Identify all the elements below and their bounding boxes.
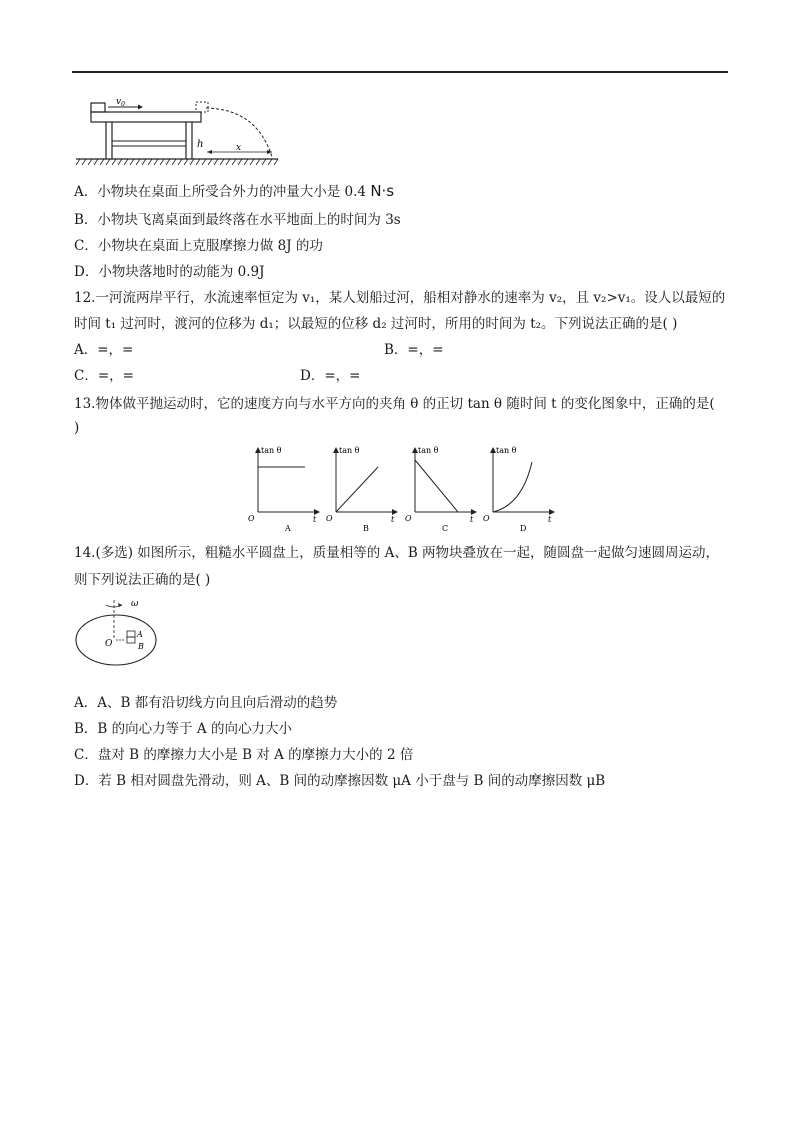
option-label: D． [74, 773, 99, 789]
graph-d [483, 446, 554, 533]
q11-table-figure [72, 95, 292, 170]
q11-option-a [74, 182, 394, 201]
option-text: 盘对 B 的摩擦力大小是 B 对 A 的摩擦力大小的 2 倍 [97, 747, 414, 763]
q11-option-b [74, 211, 401, 229]
option-label: B． [384, 342, 408, 358]
curve-exponential [493, 462, 532, 512]
dashed-block [196, 102, 208, 112]
q14-option-b [74, 720, 292, 738]
y-axis-label: tan θ [261, 446, 282, 455]
origin-label: O [483, 514, 490, 523]
graph-label: B [363, 524, 369, 533]
option-text: =，= [324, 368, 361, 384]
option-text: =，= [97, 368, 134, 384]
q14-option-c [74, 746, 413, 764]
y-axis-label: tan θ [418, 446, 439, 455]
q13-stem-line2: ) [74, 420, 80, 436]
option-label: C． [74, 238, 98, 254]
option-text: 小物块在桌面上克服摩擦力做 8J 的功 [97, 238, 323, 254]
q11-option-d [74, 263, 265, 281]
x-label: x [236, 143, 242, 153]
center-label: O [105, 639, 113, 649]
origin-label: O [405, 514, 412, 523]
q12-option-d [300, 367, 360, 385]
h-label: h [197, 139, 204, 150]
q12-option-c [74, 367, 134, 385]
option-text: 小物块在桌面上所受合外力的冲量大小是 0.4 [97, 184, 371, 200]
q14-stem-line2: 则下列说法正确的是( ) [74, 572, 211, 588]
q11-option-c [74, 237, 323, 255]
option-label: D． [300, 368, 325, 384]
graph-b [326, 446, 397, 533]
q12-option-b [384, 341, 444, 359]
option-label: C． [74, 368, 98, 384]
q12-option-a [74, 341, 133, 359]
block-b-label: B [138, 642, 144, 651]
graph-label: D [520, 524, 527, 533]
x-axis-label: t [470, 515, 474, 524]
q12-stem-line2: 时间 t₁ 过河时，渡河的位移为 d₁；以最短的位移 d₂ 过河时，所用的时间为 t₂。下列说法正确的是( ) [74, 316, 678, 332]
origin-label: O [326, 514, 333, 523]
q13-stem-line1: 13.物体做平抛运动时，它的速度方向与水平方向的夹角 θ 的正切 tan θ 随时间 t 的变化图象中，正确的是( [74, 396, 715, 412]
option-label: A． [74, 342, 98, 358]
q12-stem-line1: 12.一河流两岸平行，水流速率恒定为 v₁，某人划船过河，船相对静水的速率为 v₂，且 v₂>v₁。设人以最短的 [74, 290, 726, 306]
omega-label: ω [131, 599, 139, 609]
graph-a [248, 446, 319, 533]
x-axis-label: t [548, 515, 552, 524]
unit-text: N·s [370, 182, 395, 200]
graph-label: C [442, 524, 449, 533]
x-axis-label: t [391, 515, 395, 524]
option-text: 若 B 相对圆盘先滑动，则 A、B 间的动摩擦因数 μA 小于盘与 B 间的动摩擦因数 μB [98, 773, 606, 789]
q13-graphs [245, 440, 565, 535]
curve-decreasing [415, 460, 458, 512]
option-text: =，= [97, 342, 134, 358]
option-text: B 的向心力等于 A 的向心力大小 [97, 721, 292, 737]
option-label: C． [74, 747, 98, 763]
graph-c [405, 446, 476, 533]
block-a-label: A [137, 630, 143, 639]
curve-increasing [336, 467, 378, 512]
option-label: B． [74, 212, 98, 228]
q14-disk-figure [72, 594, 172, 669]
q14-option-a [74, 694, 337, 712]
option-text: A、B 都有沿切线方向且向后滑动的趋势 [97, 695, 338, 711]
header-rule [72, 71, 728, 73]
block-shape [91, 103, 105, 112]
y-axis-label: tan θ [496, 446, 517, 455]
block-b [127, 637, 135, 643]
option-label: A． [74, 184, 98, 200]
q14-stem-line1: 14.(多选) 如图所示，粗糙水平圆盘上，质量相等的 A、B 两物块叠放在一起，随圆盘一起做匀速圆周运动， [74, 545, 720, 561]
option-text: =，= [407, 342, 444, 358]
origin-label: O [248, 514, 255, 523]
option-label: B． [74, 721, 98, 737]
option-label: D． [74, 264, 99, 280]
x-axis-label: t [313, 515, 317, 524]
v0-label: $v_0$ [116, 97, 125, 108]
table-top [91, 112, 201, 122]
option-text: 小物块飞离桌面到最终落在水平地面上的时间为 3s [97, 212, 401, 228]
q14-option-d [74, 772, 605, 790]
graph-label: A [285, 524, 291, 533]
block-a [127, 631, 135, 637]
option-text: 小物块落地时的动能为 0.9J [98, 264, 265, 280]
y-axis-label: tan θ [339, 446, 360, 455]
option-label: A． [74, 695, 98, 711]
